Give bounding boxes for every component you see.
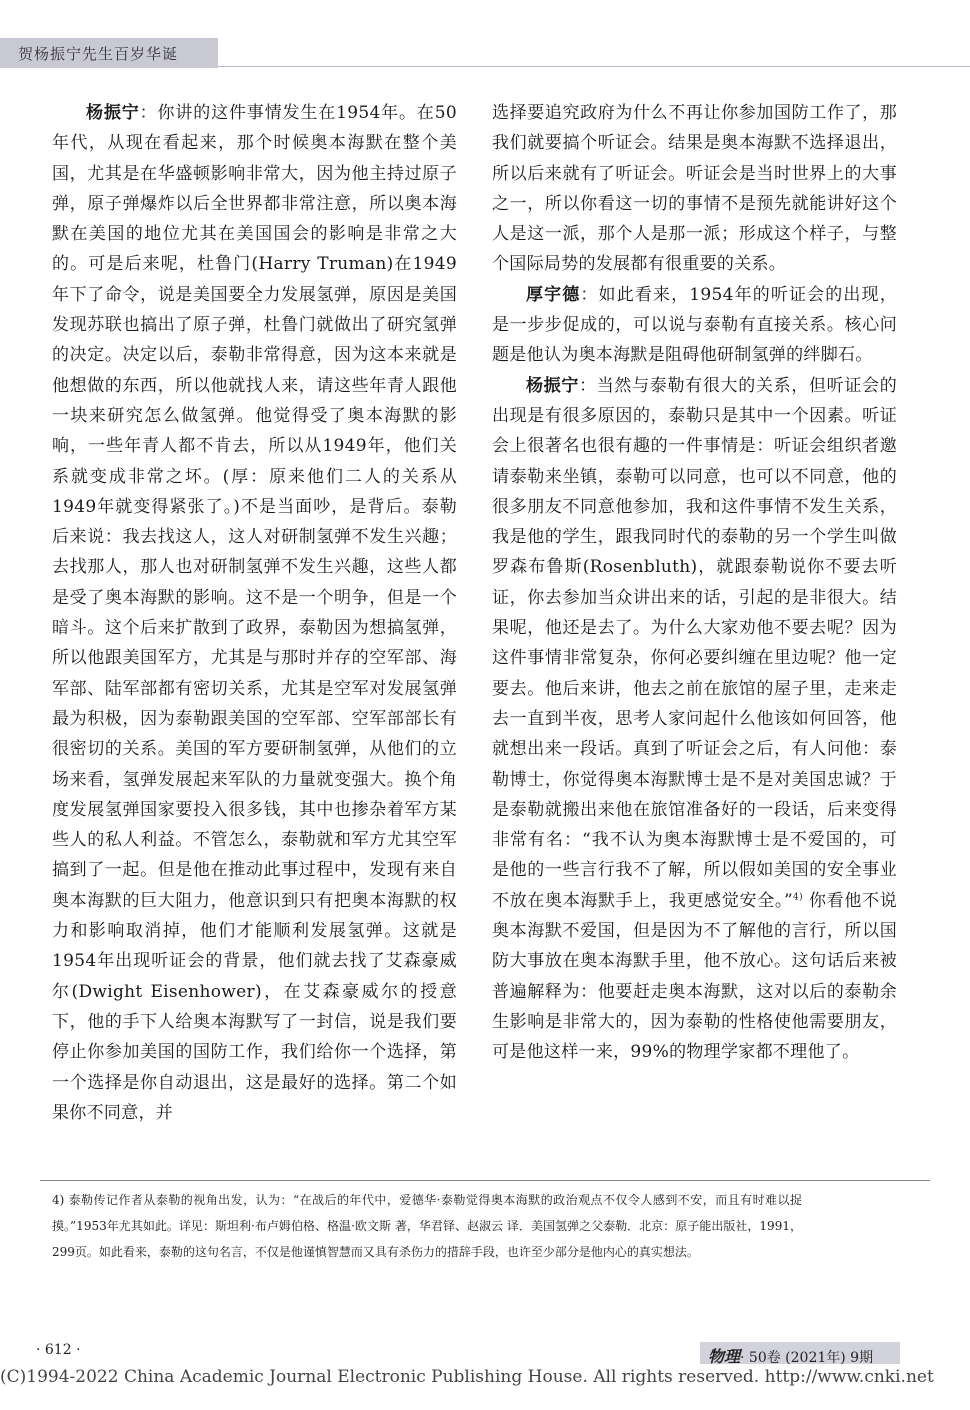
speaker-name: 杨振宁: [526, 375, 580, 396]
copyright-line: (C)1994-2022 China Academic Journal Electronic Publishing House. All rights reserved. http://www.cnki.net: [0, 1367, 934, 1387]
paragraph-text: ：当然与泰勒有很大的关系，但听证会的出现是有很多原因的，泰勒只是其中一个因素。听证会上很著名也很有趣的一件事情是：听证会组织者邀请泰勒来坐镇，泰勒可以同意，也可以不同意，他的很多朋友不同意他参加，我和这件事情不发生关系，我是他的学生，跟我同时代的泰勒的另一个学生叫做罗森布鲁斯(Rosenbluth)，就跟泰勒说你不要去听证，你去参加当众讲出来的话，引起的是非很大。结果呢，他还是去了。为什么大家劝他不要去呢？因为这件事情非常复杂，你何必要纠缠在里边呢？他一定要去。他后来讲，他去之前在旅馆的屋子里，走来走去一直到半夜，思考人家问起什么他该如何回答，他就想出来一段话。真到了听证会之后，有人问他：泰勒博士，你觉得奥本海默博士是不是对美国忠诚？于是泰勒就搬出来他在旅馆准备好的一段话，后来变得非常有名：“我不认为奥本海默博士是不爱国的，可是他的一些言行我不了解，所以假如美国的安全事业不放在奥本海默手上，我更感觉安全。”: [492, 375, 897, 911]
left-column: [52, 98, 457, 1128]
journal-info: [708, 1344, 873, 1367]
header-rule: [218, 66, 970, 67]
speaker-name: 厚宇德: [526, 284, 581, 305]
journal-logo: 物理: [708, 1347, 741, 1366]
page-number: · 612 ·: [36, 1342, 81, 1358]
paragraph-text: 选择要追究政府为什么不再让你参加国防工作了，那我们就要搞个听证会。结果是奥本海默不选择退出，所以后来就有了听证会。听证会是当时世界上的大事之一，所以你看这一切的事情不是预先就能讲好这个人是这一派，那个人是那一派；形成这个样子，与整个国际局势的发展都有很重要的关系。: [492, 103, 897, 275]
running-header: 贺杨振宁先生百岁华诞: [18, 45, 179, 63]
paragraph-text: ：如此看来，1954年的听证会的出现，是一步步促成的，可以说与泰勒有直接关系。核心问题是他认为奥本海默是阻碍他研制氢弹的绊脚石。: [492, 284, 897, 366]
paragraph-yang-2: [492, 371, 897, 1068]
footnote-marker[interactable]: 4): [793, 892, 803, 903]
paragraph-text: ：你讲的这件事情发生在1954年。在50年代，从现在看起来，那个时候奥本海默在整个美国，尤其是在华盛顿影响非常大，因为他主持过原子弹，原子弹爆炸以后全世界都非常注意，所以奥本海默在美国的地位尤其在美国国会的影响是非常之大的。可是后来呢，杜鲁门(Harry Truman)在1949年下了命令，说是美国要全力发展氢弹，原因是美国发现苏联也搞出了原子弹，杜鲁门就做出了研究氢弹的决定。决定以后，泰勒非常得意，因为这本来就是他想做的东西，所以他就找人来，请这些年青人跟他一块来研究怎么做氢弹。他觉得受了奥本海默的影响，一些年青人都不肯去，所以从1949年，他们关系就变成非常之坏。(厚：原来他们二人的关系从1949年就变得紧张了。)不是当面吵，是背后。泰勒后来说：我去找这人，这人对研制氢弹不发生兴趣；去找那人，那人也对研制氢弹不发生兴趣，这些人都是受了奥本海默的影响。这不是一个明争，但是一个暗斗。这个后来扩散到了政界，泰勒因为想搞氢弹，所以他跟美国军方，尤其是与那时并存的空军部、海军部、陆军部都有密切关系，尤其是空军对发展氢弹最为积极，因为泰勒跟美国的空军部、空军部部长有很密切的关系。美国的军方要研制氢弹，从他们的立场来看，氢弹发展起来军队的力量就变强大。换个角度发展氢弹国家要投入很多钱，其中也掺杂着军方某些人的私人利益。不管怎么，泰勒就和军方尤其空军搞到了一起。但是他在推动此事过程中，发现有来自奥本海默的巨大阻力，他意识到只有把奥本海默的权力和影响取消掉，他们才能顺利发展氢弹。这就是1954年出现听证会的背景，他们就去找了艾森豪威尔(Dwight Eisenhower)，在艾森豪威尔的授意下，他的手下人给奥本海默写了一封信，说是我们要停止你参加美国的国防工作，我们给你一个选择，第一个选择是你自动退出，这是最好的选择。第二个如果你不同意，并: [52, 103, 457, 1123]
paragraph-continued: [492, 98, 897, 280]
paragraph-text: 你看他不说奥本海默不爱国，但是因为不了解他的言行，所以国防大事放在奥本海默手里，他不放心。这句话后来被普遍解释为：他要赶走奥本海默，这对以后的泰勒余生影响是非常大的，因为泰勒的性格使他需要朋友，可是他这样一来，99%的物理学家都不理他了。: [492, 890, 897, 1063]
footnote: 4) 泰勒传记作者从泰勒的视角出发，认为：“在战后的年代中，爱德华·泰勒觉得奥本海默的政治观点不仅令人感到不安，而且有时难以捉摸。”1953年尤其如此。详见：斯坦利·布卢姆伯格、格温·欧文斯 著，华君铎、赵淑云 译．美国氢弹之父泰勒．北京：原子能出版社，1991，299页。如此看来，泰勒的这句名言，不仅是他谨慎智慧而又具有杀伤力的措辞手段，也许至少部分是他内心的真实想法。: [52, 1193, 802, 1259]
right-column: [492, 98, 897, 1068]
paragraph-hou: [492, 280, 897, 371]
speaker-name: 杨振宁: [86, 103, 140, 123]
footnote-rule: [40, 1180, 930, 1181]
paragraph-yang-1: [52, 98, 457, 1128]
journal-issue: · 50卷 (2021年) 9期: [740, 1350, 874, 1366]
